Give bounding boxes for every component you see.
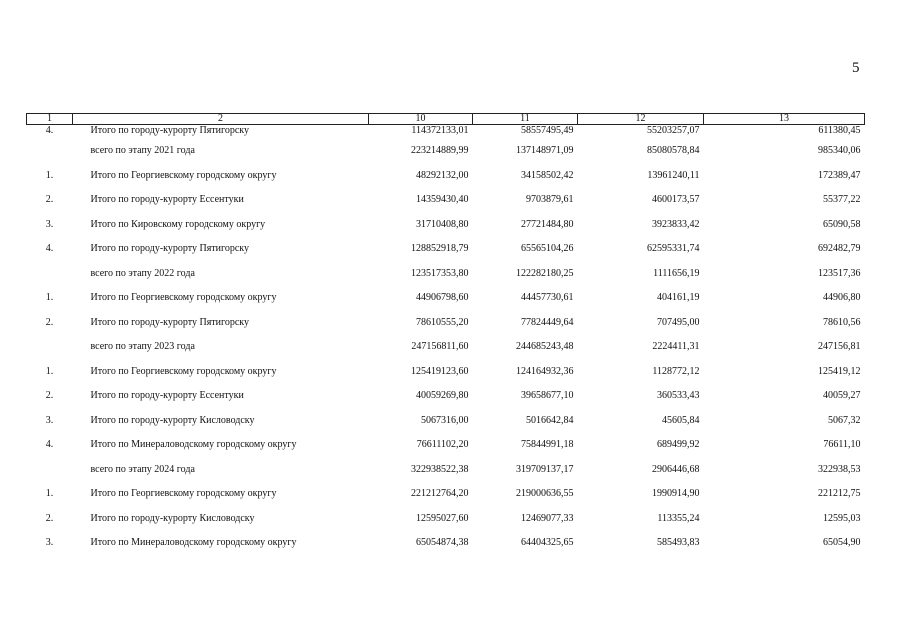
value-col-12: 1128772,12: [652, 365, 700, 377]
row-number: [27, 341, 73, 366]
value-col-11: 319709137,17: [516, 463, 574, 475]
row-number: 1.: [45, 488, 54, 499]
value-col-10: 76611102,20: [416, 439, 469, 450]
value-col-10: 125419123,60: [411, 365, 469, 377]
value-col-10: 114372133,01: [411, 125, 469, 136]
row-number: 4.: [45, 125, 54, 136]
value-col-12: 404161,19: [657, 292, 700, 303]
value-col-11: 64404325,65: [521, 537, 574, 548]
value-col-10: 44906798,60: [416, 292, 469, 303]
table-row: [27, 488, 865, 513]
value-col-10: 128852918,79: [411, 243, 469, 254]
value-col-12: 85080578,84: [647, 145, 700, 156]
row-number: [27, 145, 73, 170]
value-col-11: 137148971,09: [516, 145, 574, 156]
value-col-10: 48292132,00: [416, 169, 469, 181]
value-col-11: 44457730,61: [521, 292, 574, 303]
row-name: Итого по Георгиевскому городскому округу: [90, 292, 277, 303]
value-col-10: 247156811,60: [411, 341, 469, 352]
value-col-13: 123517,36: [818, 267, 861, 279]
value-col-10: 65054874,38: [416, 537, 469, 548]
value-col-12: 62595331,74: [647, 243, 700, 254]
value-col-11: 9703879,61: [526, 194, 574, 205]
value-col-13: 221212,75: [818, 488, 861, 499]
row-name: Итого по городу-курорту Кисловодску: [90, 414, 255, 426]
value-col-12: 360533,43: [657, 390, 700, 401]
table-row: [27, 341, 865, 366]
value-col-12: 1111656,19: [653, 267, 700, 279]
table-row: [27, 390, 865, 415]
row-number: 2.: [45, 390, 54, 401]
value-col-10: 221212764,20: [411, 488, 469, 499]
header-col-2: 2: [73, 114, 369, 125]
value-col-12: 2224411,31: [652, 341, 700, 352]
table-row: [27, 464, 865, 489]
table-row: [27, 145, 865, 170]
row-name: Итого по городу-курорту Ессентуки: [90, 390, 244, 401]
value-col-12: 113355,24: [657, 512, 700, 524]
row-name: Итого по Георгиевскому городскому округу: [90, 365, 277, 377]
row-name: Итого по городу-курорту Пятигорску: [90, 316, 250, 328]
value-col-12: 13961240,11: [647, 169, 700, 181]
value-col-10: 123517353,80: [411, 267, 469, 279]
header-col-13: 13: [704, 114, 865, 125]
table-row: [27, 219, 865, 244]
row-number: 3.: [45, 414, 54, 426]
row-number: 3.: [45, 218, 54, 230]
table-row: [27, 366, 865, 391]
value-col-13: 76611,10: [823, 439, 861, 450]
row-name: всего по этапу 2024 года: [90, 463, 195, 475]
page-number: 5: [852, 60, 860, 76]
value-col-11: 65565104,26: [521, 243, 574, 254]
row-number: 1.: [45, 365, 54, 377]
header-col-10: 10: [369, 114, 473, 125]
value-col-13: 172389,47: [818, 169, 861, 181]
row-number: 2.: [45, 194, 54, 205]
value-col-11: 75844991,18: [521, 439, 574, 450]
row-name: Итого по Георгиевскому городскому округу: [90, 169, 277, 181]
row-number: 4.: [45, 243, 54, 254]
table-row: [27, 268, 865, 293]
value-col-13: 125419,12: [818, 365, 861, 377]
table-row: [27, 292, 865, 317]
value-col-11: 34158502,42: [521, 169, 574, 181]
header-row: [27, 114, 865, 125]
value-col-10: 14359430,40: [416, 194, 469, 205]
value-col-13: 611380,45: [818, 125, 861, 136]
row-name: всего по этапу 2022 года: [90, 267, 195, 279]
value-col-12: 4600173,57: [652, 194, 700, 205]
table-row: [27, 317, 865, 342]
value-col-11: 39658677,10: [521, 390, 574, 401]
value-col-10: 12595027,60: [416, 512, 469, 524]
value-col-11: 58557495,49: [521, 125, 574, 136]
value-col-10: 31710408,80: [416, 218, 469, 230]
row-number: 1.: [45, 169, 54, 181]
row-name: Итого по городу-курорту Кисловодску: [90, 512, 255, 524]
table-row: [27, 513, 865, 538]
value-col-13: 692482,79: [818, 243, 861, 254]
budget-table: [26, 113, 865, 562]
row-name: Итого по городу-курорту Пятигорску: [90, 125, 250, 136]
row-name: Итого по городу-курорту Ессентуки: [90, 194, 244, 205]
row-name: Итого по Минераловодскому городскому округу: [90, 439, 297, 450]
value-col-12: 707495,00: [657, 316, 700, 328]
table-row: [27, 537, 865, 562]
row-name: Итого по Кировскому городскому округу: [90, 218, 266, 230]
header-col-1: 1: [27, 114, 73, 125]
row-number: [27, 464, 73, 489]
value-col-12: 3923833,42: [652, 218, 700, 230]
value-col-10: 322938522,38: [411, 463, 469, 475]
table-row: [27, 170, 865, 195]
value-col-11: 77824449,64: [521, 316, 574, 328]
value-col-13: 12595,03: [823, 512, 861, 524]
value-col-13: 78610,56: [823, 316, 861, 328]
table-row: [27, 439, 865, 464]
row-name: Итого по Георгиевскому городскому округу: [90, 488, 277, 499]
value-col-11: 12469077,33: [521, 512, 574, 524]
value-col-13: 5067,32: [828, 414, 861, 426]
row-name: Итого по Минераловодскому городскому округу: [90, 537, 297, 548]
value-col-13: 40059,27: [823, 390, 861, 401]
value-col-10: 223214889,99: [411, 145, 469, 156]
header-col-12: 12: [578, 114, 704, 125]
value-col-11: 244685243,48: [516, 341, 574, 352]
header-col-11: 11: [473, 114, 578, 125]
value-col-13: 247156,81: [818, 341, 861, 352]
value-col-13: 55377,22: [823, 194, 861, 205]
row-number: 1.: [45, 292, 54, 303]
value-col-12: 55203257,07: [647, 125, 700, 136]
value-col-11: 124164932,36: [516, 365, 574, 377]
value-col-13: 65090,58: [823, 218, 861, 230]
value-col-11: 5016642,84: [526, 414, 574, 426]
row-name: всего по этапу 2023 года: [90, 341, 195, 352]
value-col-11: 122282180,25: [516, 267, 574, 279]
value-col-12: 2906446,68: [652, 463, 700, 475]
value-col-12: 45605,84: [662, 414, 700, 426]
table-body: [27, 125, 865, 562]
row-number: 2.: [45, 316, 54, 328]
value-col-13: 65054,90: [823, 537, 861, 548]
table-row: [27, 243, 865, 268]
value-col-12: 689499,92: [657, 439, 700, 450]
row-number: 3.: [45, 537, 54, 548]
value-col-11: 27721484,80: [521, 218, 574, 230]
row-number: [27, 268, 73, 293]
table-row: [27, 415, 865, 440]
value-col-12: 1990914,90: [652, 488, 700, 499]
table-row: [27, 125, 865, 146]
table-row: [27, 194, 865, 219]
value-col-10: 40059269,80: [416, 390, 469, 401]
value-col-13: 985340,06: [818, 145, 861, 156]
row-number: 4.: [45, 439, 54, 450]
row-number: 2.: [45, 512, 54, 524]
value-col-12: 585493,83: [657, 537, 700, 548]
row-name: всего по этапу 2021 года: [90, 145, 195, 156]
row-name: Итого по городу-курорту Пятигорску: [90, 243, 250, 254]
value-col-10: 78610555,20: [416, 316, 469, 328]
value-col-10: 5067316,00: [421, 414, 469, 426]
value-col-13: 44906,80: [823, 292, 861, 303]
value-col-13: 322938,53: [818, 463, 861, 475]
value-col-11: 219000636,55: [516, 488, 574, 499]
